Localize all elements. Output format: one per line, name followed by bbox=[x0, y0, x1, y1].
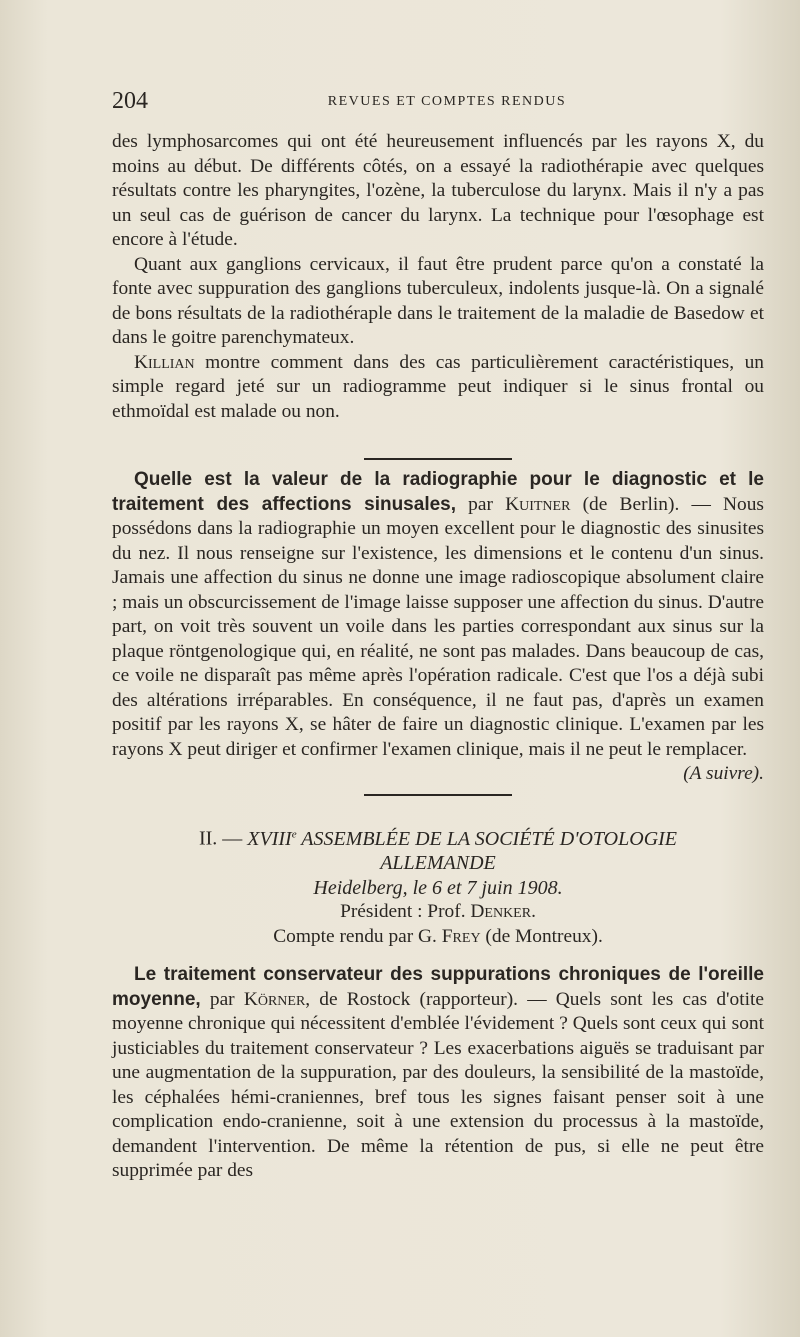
page-body bbox=[112, 130, 764, 1184]
page-number: 204 bbox=[112, 88, 148, 114]
author-suffix: (de Berlin). — bbox=[570, 493, 724, 515]
section-heading bbox=[112, 822, 764, 851]
author-prefix: par bbox=[456, 493, 506, 515]
article-conservative-treatment bbox=[112, 963, 764, 1184]
author-prefix: par bbox=[200, 988, 244, 1010]
heading-number: II. — bbox=[198, 827, 248, 850]
article-text: Quels sont les cas d'otite moyenne chronique qui nécessitent d'emblée l'évidement ? Quels sont ceux qui sont justiciables du traitement conservateur ? Les exacerbations aiguës se traduisant par une augmentation de la suppuration, par des douleurs, la sensibilité de la mastoïde, les céphalées hémi-craniennes, bref tous les signes faisant penser soit à une complication endo-cranienne, soit à une extension du processus à la mastoïde, demandent l'intervention. De même la rétention de pus, si elle ne peut être supprimée par des bbox=[112, 988, 764, 1182]
report-prefix: Compte rendu par G. bbox=[273, 925, 442, 947]
president-end: . bbox=[531, 901, 536, 923]
heading-line-1: ASSEMBLÉE DE LA SOCIÉTÉ D'OTOLOGIE bbox=[296, 827, 678, 850]
paragraph-3-text: montre comment dans des cas particulièrement caractéristiques, un simple regard jeté sur un radiogramme peut indiquer si le sinus frontal ou ethmoïdal est malade ou non. bbox=[112, 351, 764, 422]
section-heading-line-2: ALLEMANDE bbox=[380, 852, 496, 875]
to-be-continued: (A suivre). bbox=[683, 763, 764, 784]
president-line bbox=[112, 900, 764, 925]
report-suffix: (de Montreux). bbox=[480, 925, 603, 947]
section-divider bbox=[364, 458, 512, 460]
author-name: Killian bbox=[134, 351, 195, 373]
author-suffix: , de Rostock (rapporteur). — bbox=[305, 988, 556, 1010]
article-title: Le traitement conservateur des suppurations chroniques de l'oreille moyenne, bbox=[112, 964, 764, 1010]
heading-roman: XVIII bbox=[247, 827, 292, 850]
heading-sup: e bbox=[291, 828, 297, 840]
article-sinus-radiography bbox=[112, 468, 764, 784]
page-header bbox=[112, 88, 762, 118]
author-name: Kuitner bbox=[505, 493, 571, 515]
president-label: Président : Prof. bbox=[340, 901, 471, 923]
report-line bbox=[112, 925, 764, 950]
article-title: Quelle est la valeur de la radiographie pour le diagnostic et le traitement des affections sinusales, bbox=[112, 469, 764, 515]
place-date: Heidelberg, le 6 et 7 juin 1908. bbox=[313, 876, 563, 899]
paragraph-1: des lymphosarcomes qui ont été heureusement influencés par les rayons X, du moins au début. De différents côtés, on a essayé la radiothérapie avec quelques résultats contre les pharyngites, l'ozène, la tuberculose du larynx. Mais il n'y a pas un seul cas de guérison de cancer du larynx. La technique pour l'œsophage est encore à l'étude. bbox=[112, 131, 764, 250]
paragraph-2: Quant aux ganglions cervicaux, il faut être prudent parce qu'on a constaté la fonte avec suppuration des ganglions tuberculeux, indolents jusque-là. On a signalé de bons résultats de la radiothéraple dans le traitement de la maladie de Basedow et dans le goitre parenchymateux. bbox=[112, 253, 764, 348]
running-title: REVUES ET COMPTES RENDUS bbox=[327, 94, 567, 109]
paragraph-3 bbox=[112, 351, 764, 425]
report-author: Frey bbox=[441, 925, 481, 947]
president-name: Denker bbox=[470, 901, 532, 923]
author-name: Körner bbox=[243, 988, 306, 1010]
section-divider bbox=[364, 794, 512, 796]
article-text: Nous possédons dans la radiographie un moyen excellent pour le diagnostic des sinusites du nez. Il nous renseigne sur l'existence, les dimensions et le contenu d'un sinus. Jamais une affection du sinus ne donne une image radioscopique absolument claire ; mais un obscurcissement de l'image laisse supposer une affection du sinus. D'autre part, on voit très souvent un voile dans les parties correspondant aux sinus sur la plaque röntgenologique qui, en réalité, ne sont pas malades. Dans beaucoup de cas, ce voile ne disparaît pas même après l'opération radicale. C'est que l'os a déjà subi des altérations irréparables. En conséquence, il ne faut pas, d'après un examen positif par les rayons X, se hâter de faire un diagnostic clinique. L'examen par les rayons X peut diriger et confirmer l'examen clinique, mais il ne peut le remplacer. bbox=[112, 493, 764, 760]
